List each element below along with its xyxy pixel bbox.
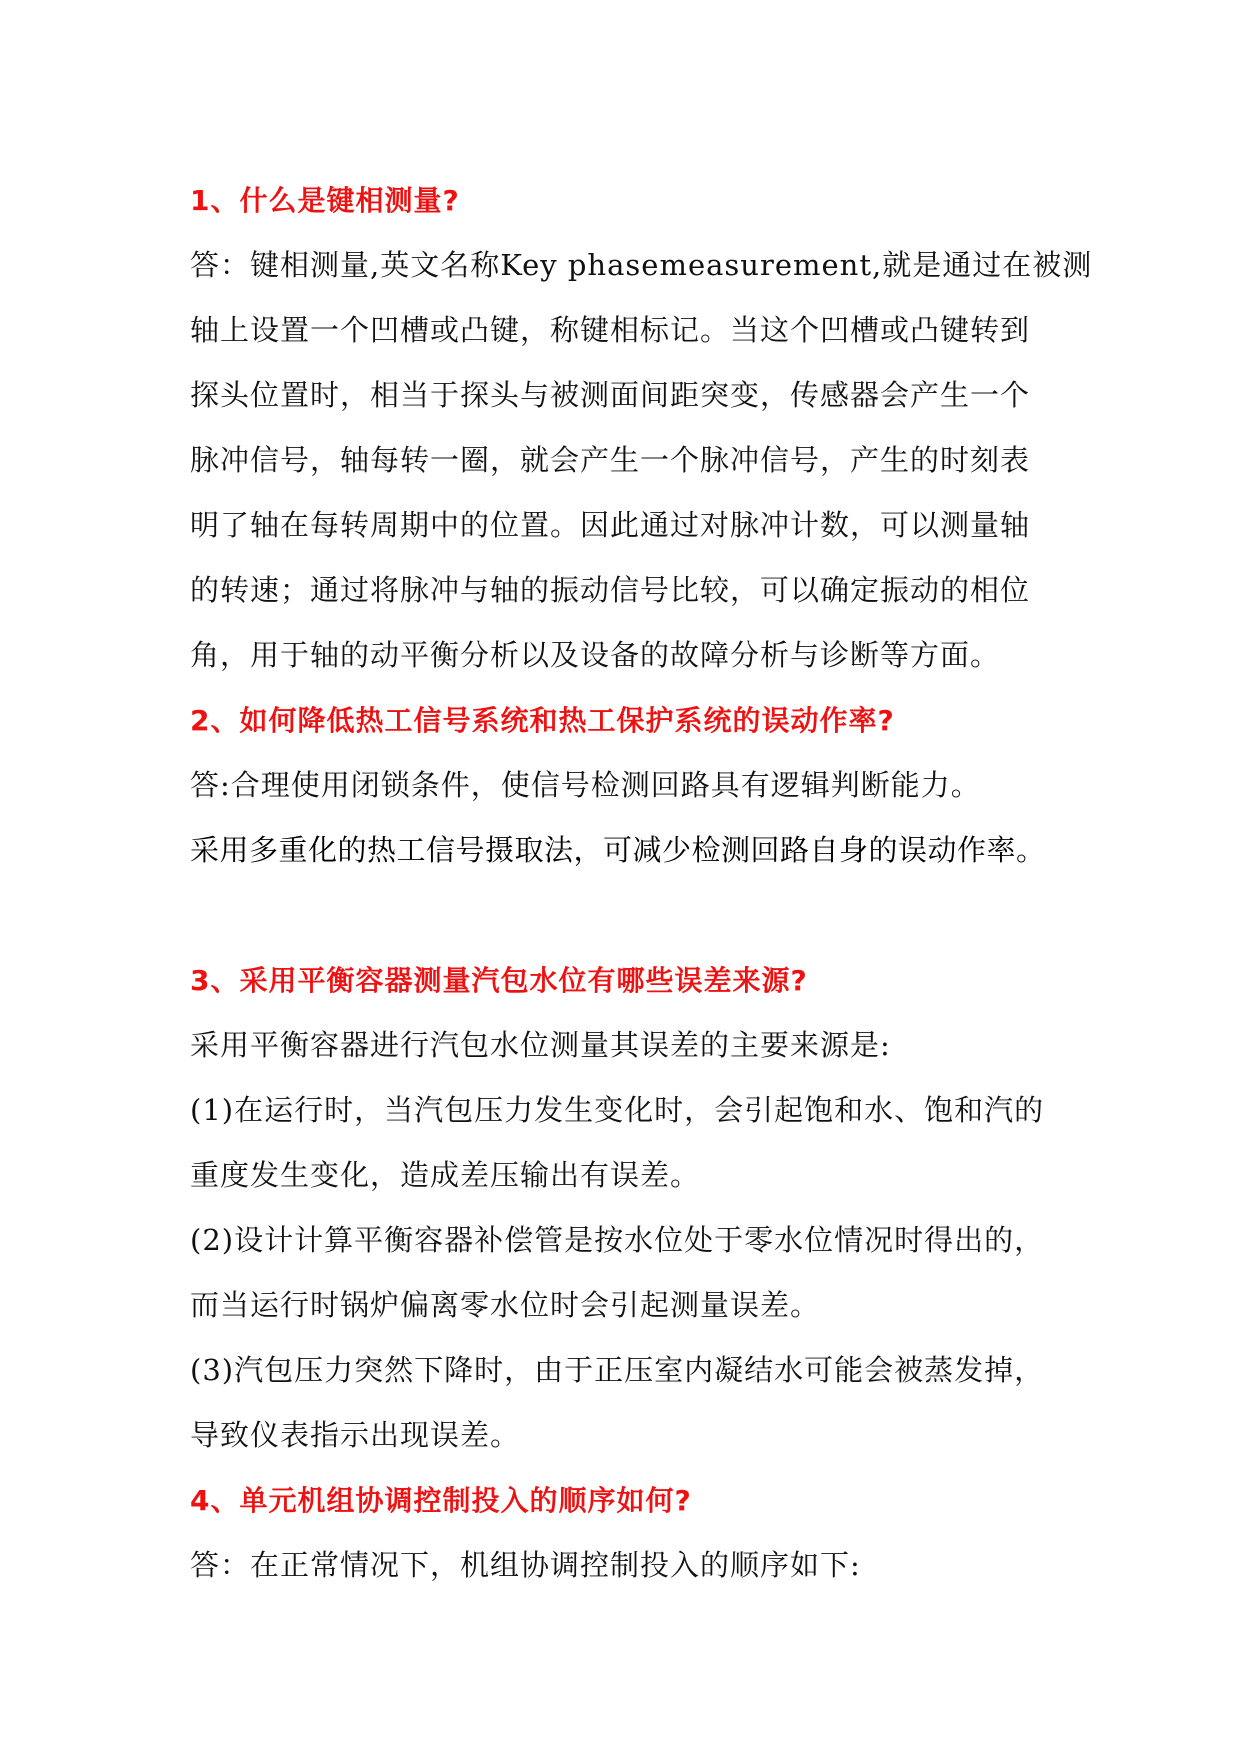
answer-2-line-2: 采用多重化的热工信号摄取法，可减少检测回路自身的误动作率。	[190, 833, 1046, 867]
question-3-heading: 3、采用平衡容器测量汽包水位有哪些误差来源?	[190, 964, 808, 997]
answer-3-line-3: 重度发生变化，造成差压输出有误差。	[190, 1158, 701, 1192]
answer-1-line-6: 的转速；通过将脉冲与轴的振动信号比较，可以确定振动的相位	[190, 573, 1031, 607]
answer-1-line-1: 答：键相测量,英文名称Key phasemeasurement,就是通过在被测	[190, 248, 1093, 282]
answer-3-line-2: (1)在运行时，当汽包压力发生变化时，会引起饱和水、饱和汽的	[190, 1093, 1045, 1127]
answer-2-line-1: 答:合理使用闭锁条件，使信号检测回路具有逻辑判断能力。	[190, 768, 981, 802]
answer-4-line-1: 答：在正常情况下，机组协调控制投入的顺序如下:	[190, 1548, 861, 1582]
question-2-heading: 2、如何降低热工信号系统和热工保护系统的误动作率?	[190, 704, 895, 737]
answer-3-line-5: 而当运行时锅炉偏离零水位时会引起测量误差。	[190, 1288, 821, 1322]
question-4-heading: 4、单元机组协调控制投入的顺序如何?	[190, 1484, 692, 1517]
answer-1-line-3: 探头位置时，相当于探头与被测面间距突变，传感器会产生一个	[190, 378, 1031, 412]
answer-3-line-4: (2)设计计算平衡容器补偿管是按水位处于零水位情况时得出的，	[190, 1223, 1045, 1257]
answer-1-line-5: 明了轴在每转周期中的位置。因此通过对脉冲计数，可以测量轴	[190, 508, 1031, 542]
answer-1-line-2: 轴上设置一个凹槽或凸键，称键相标记。当这个凹槽或凸键转到	[190, 313, 1031, 347]
answer-3-line-7: 导致仪表指示出现误差。	[190, 1418, 521, 1452]
section-spacer	[190, 883, 1090, 948]
question-1-heading: 1、什么是键相测量?	[190, 184, 460, 217]
answer-3-line-1: 采用平衡容器进行汽包水位测量其误差的主要来源是:	[190, 1028, 891, 1062]
answer-1-line-7: 角，用于轴的动平衡分析以及设备的故障分析与诊断等方面。	[190, 638, 1001, 672]
answer-3-line-6: (3)汽包压力突然下降时，由于正压室内凝结水可能会被蒸发掉，	[190, 1353, 1045, 1387]
answer-1-line-4: 脉冲信号，轴每转一圈，就会产生一个脉冲信号，产生的时刻表	[190, 443, 1031, 477]
document-body	[190, 168, 1093, 1598]
